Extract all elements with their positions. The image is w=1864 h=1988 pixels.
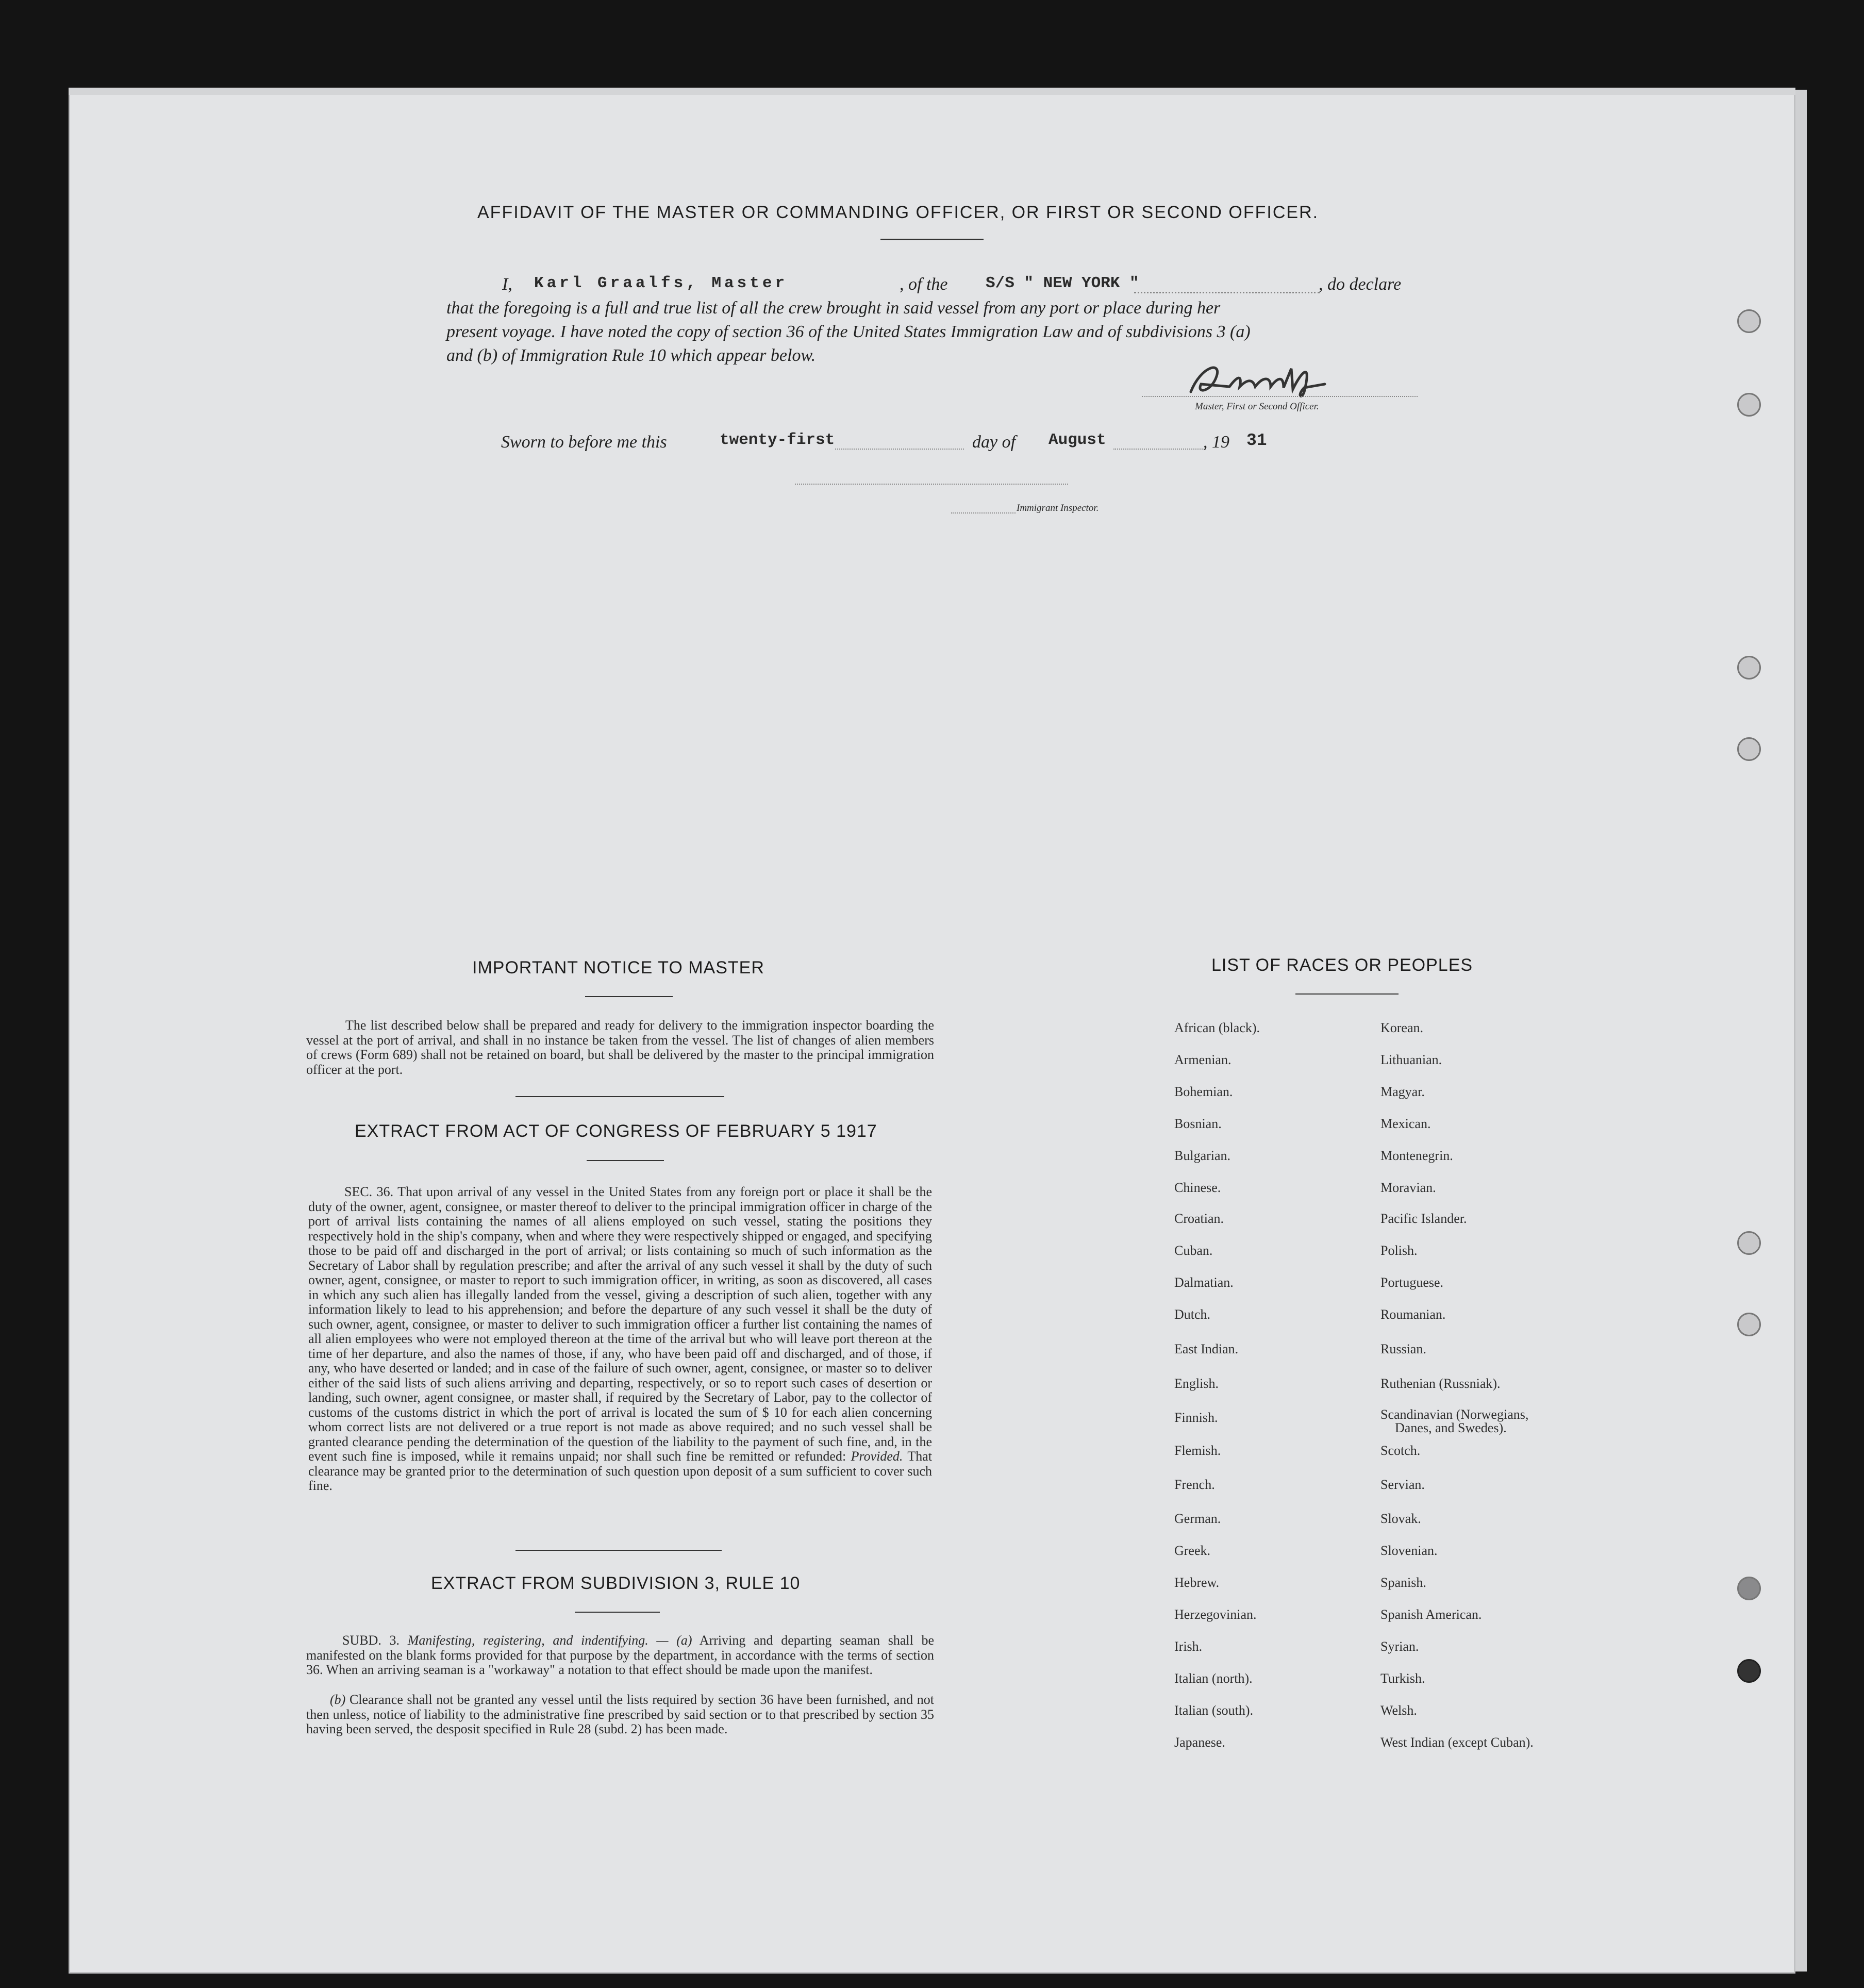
race-item: Roumanian.: [1380, 1307, 1446, 1322]
race-item: Pacific Islander.: [1380, 1211, 1467, 1226]
race-item: Spanish American.: [1380, 1607, 1482, 1622]
race-item: Herzegovinian.: [1174, 1607, 1257, 1622]
race-item: Cuban.: [1174, 1243, 1213, 1258]
race-item: Dutch.: [1174, 1307, 1211, 1322]
race-item: Slovenian.: [1380, 1543, 1438, 1558]
dotted-line: [835, 449, 964, 450]
affidavit-line-3: present voyage. I have noted the copy of section 36 of the United States Immigration Law and of subdivisions 3 (a): [446, 322, 1251, 341]
race-item: West Indian (except Cuban).: [1380, 1735, 1534, 1750]
rule-para-a: [306, 1633, 934, 1678]
race-item: Japanese.: [1174, 1735, 1225, 1750]
divider: [880, 239, 984, 240]
day-of-label: day of: [972, 433, 1016, 452]
races-title: LIST OF RACES OR PEOPLES: [1211, 955, 1473, 975]
binder-hole: [1737, 1231, 1761, 1255]
race-item: Finnish.: [1174, 1410, 1218, 1425]
divider: [585, 996, 673, 997]
race-item: English.: [1174, 1376, 1219, 1391]
affidavit-title: AFFIDAVIT OF THE MASTER OR COMMANDING OFFICER, OR FIRST OR SECOND OFFICER.: [477, 203, 1319, 222]
divider: [575, 1612, 660, 1613]
master-signature: [1180, 356, 1356, 407]
race-item: Danes, and Swedes).: [1395, 1420, 1507, 1435]
race-item: Armenian.: [1174, 1052, 1231, 1067]
race-item: Irish.: [1174, 1639, 1203, 1654]
race-item: Lithuanian.: [1380, 1052, 1442, 1067]
race-item: Scandinavian (Norwegians,: [1380, 1407, 1529, 1422]
race-item: Mexican.: [1380, 1116, 1431, 1131]
race-item: Welsh.: [1380, 1703, 1417, 1718]
act-provided: Provided.: [851, 1449, 903, 1464]
affidavit-line-4: and (b) of Immigration Rule 10 which appear below.: [446, 346, 816, 365]
page-top-edge: [69, 88, 1795, 95]
signature-caption: Master, First or Second Officer.: [1195, 401, 1319, 412]
para-a-text: Arriving and departing seaman shall be manifested on the blank forms provided for that purpose by the department, in accordance with the terms of section 36. When an arriving seaman is a "workaway" a notation to that effect should be made upon the manifest.: [306, 1633, 935, 1677]
act-body: [308, 1185, 932, 1494]
race-item: Bohemian.: [1174, 1084, 1233, 1099]
inspector-caption: Immigrant Inspector.: [1017, 503, 1099, 513]
race-item: Moravian.: [1380, 1180, 1436, 1195]
race-item: Italian (north).: [1174, 1671, 1253, 1686]
para-b-text: Clearance shall not be granted any vessel until the lists required by section 36 have been furnished, and not then unless, notice of liability to the administrative fine prescribed by said section or to that prescribed by section 35 having been served, the desposit specified in Rule 28 (subd. 2) has been made.: [306, 1692, 935, 1736]
act-body-text: SEC. 36. That upon arrival of any vessel in the United States from any foreign port or place it shall be the duty of the owner, agent, consignee, or master thereof to deliver to the principal immigration officer in charge of the port of arrival lists containing the names of all aliens employed on such vessel, stating the positions they respectively hold in the ship's company, when and where they were respectively shipped or engaged, and specifying those to be paid off and discharged in the port of arrival; or lists containing so much of such information as the Secretary of Labor shall by regulation prescribe; and after the arrival of any such vessel it shall by the duty of such owner, agent, consignee, or master to report to such immigration officer, in writing, as soon as discovered, all cases in which any such alien has illegally landed from the vessel, giving a description of such alien, together with any information likely to lead to his apprehension; and before the departure of any such vessel it shall be the duty of such owner, agent, consignee, or master to deliver to such immigration officer a further list containing the names of all alien employees who were not employed thereon at the time of the arrival but who will leave port thereon at the time of her departure, and also the names of those, if any, who have been paid off and discharged, and of those, if any, who have deserted or landed; and in case of the failure of such owner, agent, consignee, or master so to deliver either of the said lists of such aliens arriving and departing, respectively, or so to report such cases of desertion or landing, such owner, agent consignee, or master shall, if required by the Secretary of Labor, pay to the collector of customs of the customs district in which the port of arrival is located the sum of $ 10 for each alien concerning whom correct lists are not delivered or a true report is not made as above required; and no such vessel shall be granted clearance pending the determination of the question of the liability to the payment of such fine, and, in the event such fine is imposed, while it remains unpaid; nor shall such fine be remitted or refunded:: [308, 1184, 932, 1464]
rule-title: EXTRACT FROM SUBDIVISION 3, RULE 10: [431, 1573, 801, 1593]
divider: [515, 1550, 722, 1551]
page-edge: [1795, 90, 1807, 1972]
master-name: Karl Graalfs, Master: [534, 274, 788, 292]
act-body-end: That clearance may be granted prior to the determination of such question upon deposit of a sum sufficient to cover such fine.: [308, 1449, 933, 1493]
binder-hole: [1737, 1659, 1761, 1683]
race-item: Dalmatian.: [1174, 1275, 1234, 1290]
binder-hole: [1737, 1577, 1761, 1600]
race-item: Servian.: [1380, 1477, 1425, 1492]
race-item: Italian (south).: [1174, 1703, 1254, 1718]
race-item: Magyar.: [1380, 1084, 1425, 1099]
race-item: Slovak.: [1380, 1511, 1421, 1526]
subd-heading: Manifesting, registering, and indentifying. — (a): [407, 1633, 692, 1648]
sworn-month: August: [1048, 431, 1106, 449]
race-item: Syrian.: [1380, 1639, 1419, 1654]
do-declare-label: , do declare: [1319, 275, 1402, 294]
race-item: Croatian.: [1174, 1211, 1224, 1226]
binder-hole: [1737, 1313, 1761, 1336]
race-item: German.: [1174, 1511, 1221, 1526]
binder-hole: [1737, 737, 1761, 761]
race-item: Bosnian.: [1174, 1116, 1222, 1131]
race-item: African (black).: [1174, 1020, 1260, 1035]
dotted-line: [1113, 449, 1206, 450]
race-item: Polish.: [1380, 1243, 1418, 1258]
race-item: Scotch.: [1380, 1443, 1421, 1458]
race-item: East Indian.: [1174, 1341, 1239, 1356]
race-item: Russian.: [1380, 1341, 1426, 1356]
race-item: Korean.: [1380, 1020, 1424, 1035]
binder-hole: [1737, 656, 1761, 680]
sworn-year: 31: [1246, 431, 1267, 450]
affidavit-line-2: that the foregoing is a full and true list of all the crew brought in said vessel from any port or place during her: [446, 299, 1221, 318]
inspector-signature-line: [795, 484, 1068, 485]
vessel-name: S/S " NEW YORK ": [986, 274, 1139, 292]
of-the-label: , of the: [900, 275, 948, 294]
dotted-line: [951, 512, 1016, 513]
race-item: Montenegrin.: [1380, 1148, 1453, 1163]
race-item: French.: [1174, 1477, 1215, 1492]
dotted-line: [1134, 292, 1320, 293]
divider: [515, 1096, 724, 1097]
signature-line: [1142, 396, 1418, 397]
act-title: EXTRACT FROM ACT OF CONGRESS OF FEBRUARY 5 1917: [355, 1121, 877, 1141]
race-item: Turkish.: [1380, 1671, 1425, 1686]
race-item: Chinese.: [1174, 1180, 1221, 1195]
sworn-label: Sworn to before me this: [501, 433, 667, 452]
race-item: Spanish.: [1380, 1575, 1426, 1590]
notice-title: IMPORTANT NOTICE TO MASTER: [472, 958, 764, 978]
affidavit-i-label: I,: [502, 275, 512, 294]
race-item: Portuguese.: [1380, 1275, 1444, 1290]
race-item: Hebrew.: [1174, 1575, 1220, 1590]
binder-hole: [1737, 393, 1761, 417]
divider: [1295, 993, 1399, 995]
sworn-day: twenty-first: [720, 431, 835, 449]
subd-label: SUBD. 3.: [342, 1633, 400, 1648]
race-item: Bulgarian.: [1174, 1148, 1231, 1163]
notice-body: The list described below shall be prepared and ready for delivery to the immigration inspector boarding the vessel at the port of arrival, and shall in no instance be taken from the vessel. The list of changes of alien members of crews (Form 689) shall not be retained on board, but shall be delivered by the master to the principal immigration officer at the port.: [306, 1018, 934, 1077]
race-item: Ruthenian (Russniak).: [1380, 1376, 1501, 1391]
race-item: Flemish.: [1174, 1443, 1221, 1458]
rule-para-b: [306, 1693, 934, 1737]
year-prefix: , 19: [1203, 433, 1229, 452]
race-item: Greek.: [1174, 1543, 1211, 1558]
divider: [587, 1160, 664, 1161]
binder-hole: [1737, 309, 1761, 333]
b-label: (b): [330, 1692, 346, 1707]
